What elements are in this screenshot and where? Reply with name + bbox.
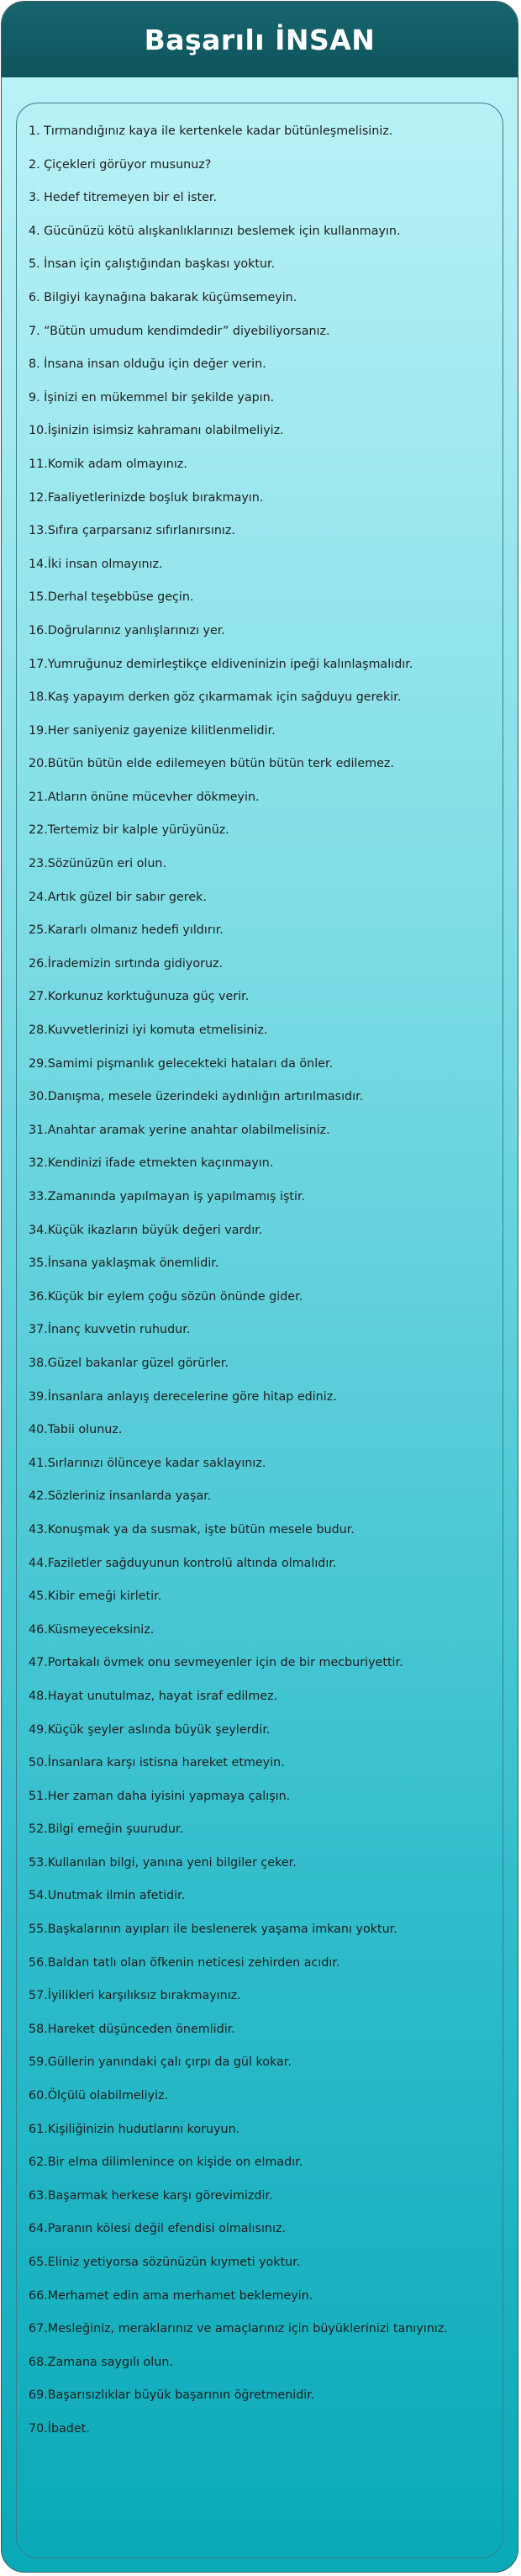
- list-item: 64.Paranın kölesi değil efendisi olmalısınız.: [29, 2222, 286, 2236]
- list-item: 43.Konuşmak ya da susmak, işte bütün mesele budur.: [29, 1522, 355, 1537]
- list-item: 25.Kararlı olmanız hedefi yıldırır.: [29, 923, 224, 938]
- list-item: 7. “Bütün umudum kendimdedir” diyebiliyorsanız.: [29, 324, 330, 338]
- list-item: 42.Sözleriniz insanlarda yaşar.: [29, 1489, 212, 1504]
- list-item: 23.Sözünüzün eri olun.: [29, 857, 166, 871]
- list-item: 56.Baldan tatlı olan öfkenin neticesi zehirden acıdır.: [29, 1955, 340, 1970]
- list-item: 53.Kullanılan bilgi, yanına yeni bilgiler çeker.: [29, 1855, 297, 1870]
- list-item: 11.Komik adam olmayınız.: [29, 457, 187, 471]
- list-item: 13.Sıfıra çarparsanız sıfırlanırsınız.: [29, 524, 235, 538]
- list-item: 4. Gücünüzü kötü alışkanlıklarınızı beslemek için kullanmayın.: [29, 224, 401, 238]
- list-item: 5. İnsan için çalıştığından başkası yoktur.: [29, 257, 276, 272]
- list-item: 37.İnanç kuvvetin ruhudur.: [29, 1323, 191, 1337]
- list-item: 8. İnsana insan olduğu için değer verin.: [29, 357, 266, 372]
- list-item: 30.Danışma, mesele üzerindeki aydınlığın artırılmasıdır.: [29, 1090, 364, 1104]
- list-item: 45.Kibir emeği kirletir.: [29, 1590, 162, 1604]
- list-item: 14.İki insan olmayınız.: [29, 557, 163, 571]
- list-item: 16.Doğrularınız yanlışlarınızı yer.: [29, 623, 225, 637]
- list-item: 39.İnsanlara anlayış derecelerine göre hitap ediniz.: [29, 1389, 337, 1404]
- list-item: 67.Mesleğiniz, meraklarınız ve amaçlarınız için büyüklerinizi tanıyınız.: [29, 2322, 448, 2336]
- list-item: 50.İnsanlara karşı istisna hareket etmeyin.: [29, 1756, 285, 1770]
- list-item: 46.Küsmeyeceksiniz.: [29, 1622, 155, 1637]
- list-item: 21.Atların önüne mücevher dökmeyin.: [29, 790, 260, 804]
- list-item: 62.Bir elma dilimlenince on kişide on elmadır.: [29, 2155, 303, 2170]
- list-item: 24.Artık güzel bir sabır gerek.: [29, 890, 207, 904]
- list-item: 9. İşinizi en mükemmel bir şekilde yapın.: [29, 390, 275, 405]
- list-item: 58.Hareket düşünceden önemlidir.: [29, 2022, 235, 2036]
- list-item: 1. Tırmandığınız kaya ile kertenkele kadar bütünleşmelisiniz.: [29, 124, 393, 138]
- list-item: 28.Kuvvetlerinizi iyi komuta etmelisiniz.: [29, 1024, 268, 1038]
- list-item: 12.Faaliyetlerinizde boşluk bırakmayın.: [29, 490, 264, 505]
- list-item: 48.Hayat unutulmaz, hayat israf edilmez.: [29, 1689, 278, 1703]
- list-item: 59.Güllerin yanındaki çalı çırpı da gül kokar.: [29, 2055, 292, 2070]
- list-item: 47.Portakalı övmek onu sevmeyenler için de bir mecburiyettir.: [29, 1656, 403, 1670]
- list-item: 38.Güzel bakanlar güzel görürler.: [29, 1356, 229, 1370]
- list-item: 29.Samimi pişmanlık gelecekteki hataları da önler.: [29, 1056, 334, 1071]
- list-item: 68.Zamana saygılı olun.: [29, 2355, 173, 2369]
- list-item: 33.Zamanında yapılmayan iş yapılmamış iştir.: [29, 1190, 306, 1203]
- list-item: 2. Çiçekleri görüyor musunuz?: [29, 157, 212, 172]
- list-item: 55.Başkalarının ayıpları ile beslenerek yaşama imkanı yoktur.: [29, 1923, 397, 1937]
- list-item: 22.Tertemiz bir kalple yürüyünüz.: [29, 823, 229, 838]
- list-item: 41.Sırlarınızı ölünceye kadar saklayınız.: [29, 1456, 266, 1470]
- list-item: 51.Her zaman daha iyisini yapmaya çalışın.: [29, 1789, 291, 1803]
- list-item: 40.Tabii olunuz.: [29, 1423, 123, 1437]
- list-item: 57.İyilikleri karşılıksız bırakmayınız.: [29, 1989, 241, 2003]
- header-banner: [2, 2, 518, 77]
- list-item: 36.Küçük bir eylem çoğu sözün önünde gider.: [29, 1289, 303, 1304]
- list-item: 27.Korkunuz korktuğunuza güç verir.: [29, 990, 250, 1004]
- list-item: 49.Küçük şeyler aslında büyük şeylerdir.: [29, 1722, 271, 1737]
- list-item: 65.Eliniz yetiyorsa sözünüzün kıymeti yoktur.: [29, 2256, 301, 2269]
- list-item: 20.Bütün bütün elde edilemeyen bütün bütün terk edilemez.: [29, 757, 394, 771]
- list-item: 31.Anahtar aramak yerine anahtar olabilmelisiniz.: [29, 1123, 330, 1137]
- list-item: 17.Yumruğunuz demirleştikçe eldiveninizin ipeği kalınlaşmalıdır.: [29, 657, 413, 671]
- list-item: 63.Başarmak herkese karşı görevimizdir.: [29, 2188, 273, 2203]
- list-item: 18.Kaş yapayım derken göz çıkarmamak için sağduyu gerekir.: [29, 690, 402, 705]
- page-title: Başarılı İNSAN: [144, 23, 376, 56]
- list-item: 60.Ölçülü olabilmeliyiz.: [29, 2089, 169, 2103]
- list-item: 54.Unutmak ilmin afetidir.: [29, 1889, 186, 1903]
- list-item: 35.İnsana yaklaşmak önemlidir.: [29, 1256, 219, 1271]
- list-item: 34.Küçük ikazların büyük değeri vardır.: [29, 1223, 263, 1237]
- list-item: 19.Her saniyeniz gayenize kilitlenmelidir.: [29, 723, 276, 738]
- list-item: 61.Kişiliğinizin hudutlarını koruyun.: [29, 2122, 240, 2136]
- list-item: 26.İrademizin sırtında gidiyoruz.: [29, 956, 224, 971]
- list-item: 70.İbadet.: [29, 2421, 90, 2436]
- list-item: 10.İşinizin isimsiz kahramanı olabilmeliyiz.: [29, 424, 284, 438]
- rules-list: [29, 123, 499, 2454]
- list-item: 3. Hedef titremeyen bir el ister.: [29, 191, 218, 205]
- list-item: 66.Merhamet edin ama merhamet beklemeyin.: [29, 2288, 313, 2303]
- list-item: 69.Başarısızlıklar büyük başarının öğretmenidir.: [29, 2388, 315, 2403]
- list-item: 6. Bilgiyi kaynağına bakarak küçümsemeyin.: [29, 290, 297, 304]
- list-item: 32.Kendinizi ifade etmekten kaçınmayın.: [29, 1156, 274, 1171]
- list-item: 15.Derhal teşebbüse geçin.: [29, 590, 194, 605]
- list-item: 52.Bilgi emeğin şuurudur.: [29, 1822, 184, 1837]
- list-item: 44.Faziletler sağduyunun kontrolü altında olmalıdır.: [29, 1556, 337, 1570]
